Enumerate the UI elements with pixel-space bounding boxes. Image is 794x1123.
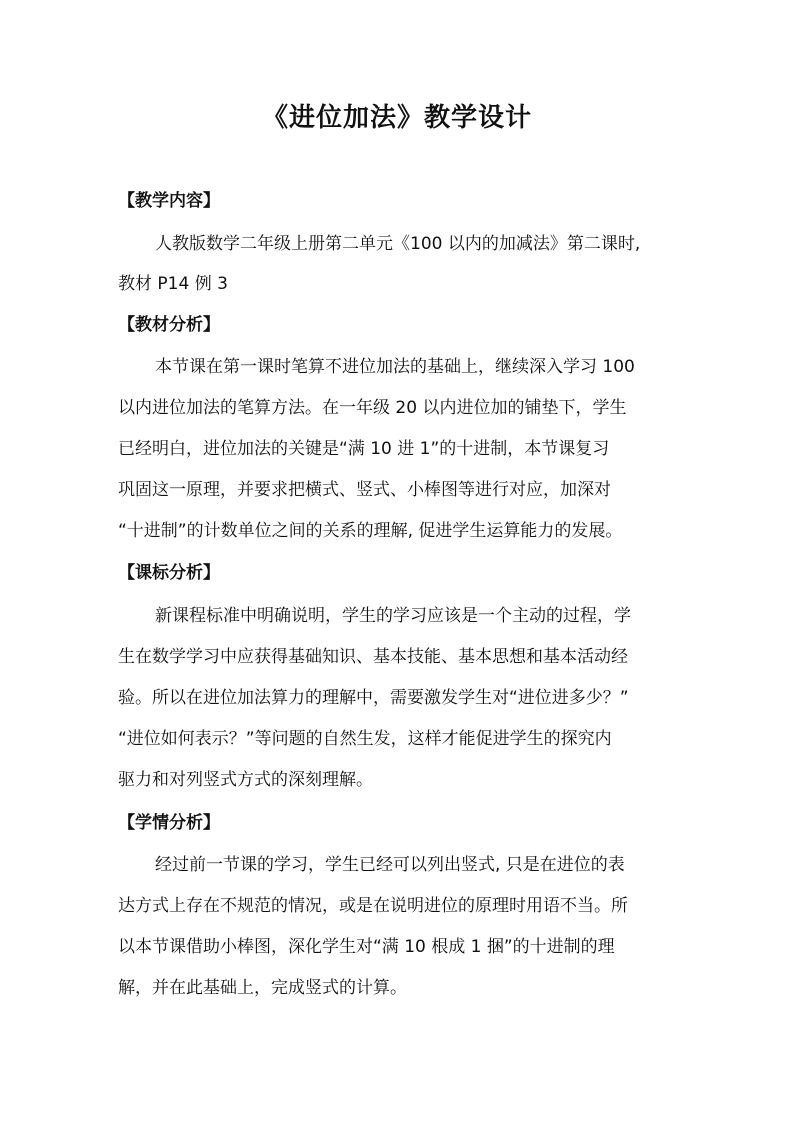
paragraph-line: 人教版数学二年级上册第二单元《100 以内的加减法》第二课时,: [155, 234, 641, 254]
paragraph-line: 以内进位加法的笔算方法。在一年级 20 以内进位加的铺垫下，学生: [118, 398, 627, 418]
paragraph-line: 已经明白，进位加法的关键是“满 10 进 1”的十进制，本节课复习: [118, 439, 610, 459]
paragraph-line: “十进制”的计数单位之间的关系的理解, 促进学生运算能力的发展。: [118, 521, 623, 541]
paragraph-line: 驱力和对列竖式方式的深刻理解。: [118, 770, 373, 790]
section-heading-curriculum-analysis: 【课标分析】: [118, 563, 220, 583]
paragraph-line: “进位如何表示？”等问题的自然生发，这样才能促进学生的探究内: [118, 729, 612, 749]
paragraph-line: 新课程标准中明确说明，学生的学习应该是一个主动的过程，学: [155, 606, 631, 626]
paragraph-line: 生在数学学习中应获得基础知识、基本技能、基本思想和基本活动经: [118, 647, 628, 667]
paragraph-line: 达方式上存在不规范的情况，或是在说明进位的原理时用语不当。所: [118, 896, 628, 916]
page-title: 《进位加法》教学设计: [261, 103, 532, 133]
paragraph-line: 本节课在第一课时笔算不进位加法的基础上，继续深入学习 100: [155, 357, 635, 377]
section-heading-student-analysis: 【学情分析】: [118, 813, 220, 833]
paragraph-line: 验。所以在进位加法算力的理解中，需要激发学生对“进位进多少？”: [118, 688, 629, 708]
section-heading-textbook-analysis: 【教材分析】: [118, 315, 220, 335]
paragraph-line: 以本节课借助小棒图，深化学生对“满 10 根成 1 捆”的十进制的理: [118, 937, 615, 957]
paragraph-line: 巩固这一原理，并要求把横式、竖式、小棒图等进行对应，加深对: [118, 480, 611, 500]
section-heading-content: 【教学内容】: [118, 191, 220, 211]
paragraph-line: 经过前一节课的学习，学生已经可以列出竖式, 只是在进位的表: [155, 855, 625, 875]
paragraph-line: 教材 P14 例 3: [118, 274, 228, 294]
paragraph-line: 解，并在此基础上，完成竖式的计算。: [118, 978, 407, 998]
